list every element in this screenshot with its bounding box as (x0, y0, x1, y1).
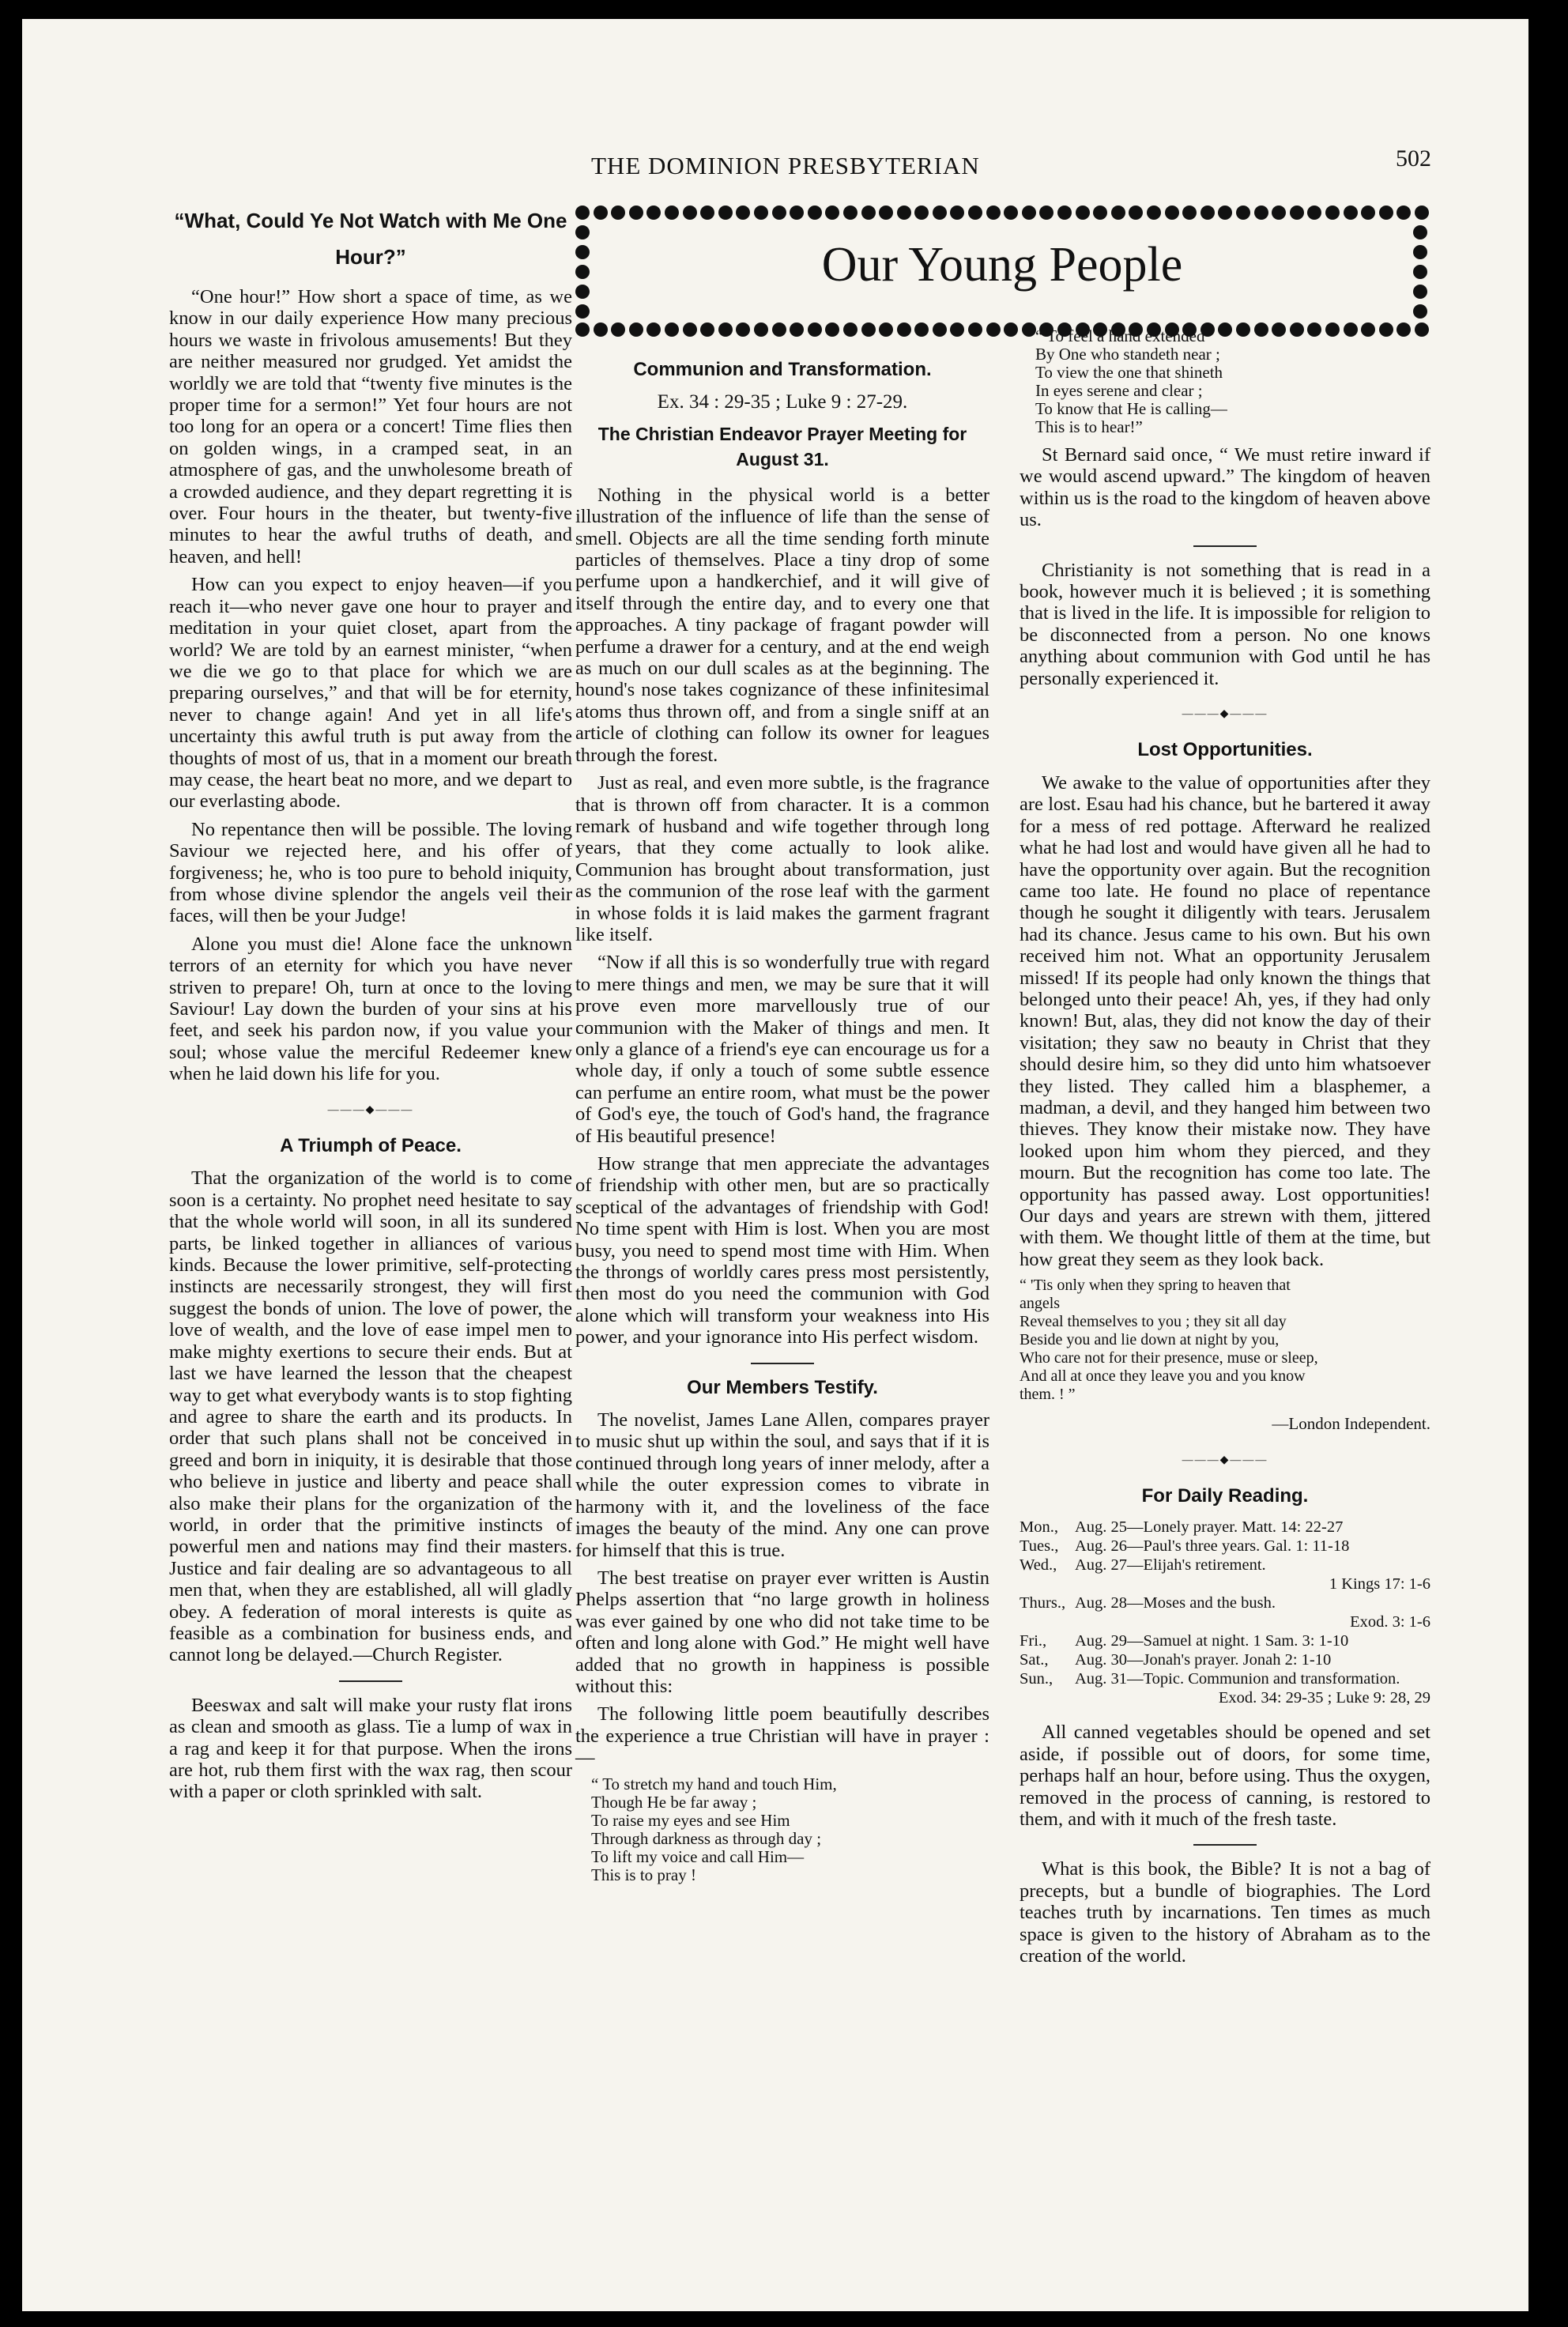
border-bead (736, 206, 750, 220)
reading-row (1020, 1669, 1430, 1688)
border-bead (718, 322, 733, 337)
article-paragraph: The following little poem beautifully describes the experience a true Christian will have in prayer :— (575, 1703, 989, 1769)
border-bead (1182, 206, 1197, 220)
reading-row (1020, 1593, 1430, 1612)
border-bead (665, 322, 679, 337)
border-bead (1325, 206, 1340, 220)
border-bead (968, 206, 982, 220)
article-paragraph: “One hour!” How short a space of time, as we know in our daily experience How many precious hours we waste in frivolous amusements! But they are neither measured nor grudged. Yet amidst the worldly we are told that “twenty five minutes is the proper time for a sermon!” Yet four hours are not too long for an opera or a concert! Time flies then on golden wings, in a cramped seat, in an atmosphere of gas, and the unwholesome breath of a crowded audience, and they depart regretting it is over. Four hours in the theater, but twenty-five minutes to hear the awful truths of death, and heaven, and hell! (169, 286, 572, 568)
border-bead (611, 322, 625, 337)
border-bead (1396, 206, 1411, 220)
border-bead (683, 206, 697, 220)
border-bead (1093, 206, 1107, 220)
border-bead (1254, 206, 1268, 220)
column-left (169, 202, 572, 1809)
article-paragraph: What is this book, the Bible? It is not a bag of precepts, but a bundle of biographies. The Lord teaches truth by incarnations. Ten times as much space is given to the history of Abraham as to the creation of the world. (1020, 1858, 1430, 1967)
article-paragraph: How strange that men appreciate the advantages of friendship with other men, but are so practically sceptical of the advantages of friendship with God! No time spent with Him is lost. When you are most busy, you need to spend most time with Him. When the throngs of worldly cares press most persistently, then most do you need the communion with God alone which will transform your weakness into His power, and your ignorance into His perfect wisdom. (575, 1153, 989, 1348)
article-title: A Triumph of Peace. (280, 1135, 462, 1157)
section-title: Our Young People (821, 238, 1183, 292)
reading-day: Fri., (1020, 1632, 1047, 1650)
border-bead (629, 206, 643, 220)
border-bead (1379, 206, 1393, 220)
border-bead (611, 206, 625, 220)
border-bead (968, 322, 982, 337)
border-bead (1218, 206, 1232, 220)
reading-text: Aug. 30—Jonah's prayer. Jonah 2: 1-10 (1075, 1651, 1332, 1669)
border-bead (646, 322, 661, 337)
border-bead (1076, 206, 1090, 220)
border-bead (594, 322, 608, 337)
border-bead (575, 206, 590, 220)
border-bead (861, 322, 876, 337)
border-bead (1004, 322, 1018, 337)
section-divider (751, 1363, 814, 1364)
article-title: For Daily Reading. (1141, 1485, 1309, 1507)
reading-day: Sun., (1020, 1670, 1054, 1688)
article-paragraph: Christianity is not something that is read in a book, however much it is believed ; it is something that is lived in the life. It is impossible for religion to be disconnected from a person. No one knows anything about communion with God until he has personally experienced it. (1020, 559, 1430, 689)
poem: “ To stretch my hand and touch Him, Though He be far away ; To raise my eyes and see Him Through darkness as through day ; To lift my voice and call Him— This is to pray ! (591, 1774, 837, 1884)
border-bead (772, 322, 786, 337)
border-bead (1039, 206, 1054, 220)
border-bead (825, 206, 839, 220)
reading-row (1020, 1537, 1430, 1556)
border-bead (1290, 206, 1304, 220)
section-divider (339, 1680, 402, 1682)
reading-day: Thurs., (1020, 1594, 1066, 1612)
border-bead (1165, 206, 1179, 220)
reading-text: Aug. 26—Paul's three years. Gal. 1: 11-18 (1075, 1537, 1350, 1556)
article-paragraph: No repentance then will be possible. The loving Saviour we rejected here, and his offer of forgiveness; he, who is too pure to behold iniquity, from whose divine splendor the angels veil their faces, will then be your Judge! (169, 818, 572, 927)
border-bead (1413, 304, 1427, 319)
border-bead (665, 206, 679, 220)
border-bead (772, 206, 786, 220)
border-bead (1236, 206, 1250, 220)
reading-row (1020, 1650, 1430, 1669)
border-bead (843, 206, 858, 220)
border-bead (986, 322, 1001, 337)
border-bead (718, 206, 733, 220)
border-bead (1344, 206, 1358, 220)
border-bead (879, 206, 893, 220)
reading-reference: Exod. 3: 1-6 (1350, 1613, 1430, 1631)
border-bead (646, 206, 661, 220)
article-credit: —London Independent. (1272, 1414, 1430, 1434)
border-bead (700, 322, 714, 337)
reading-text: Aug. 28—Moses and the bush. (1075, 1594, 1276, 1612)
border-bead (594, 206, 608, 220)
poem: “ 'Tis only when they spring to heaven that angels Reveal themselves to you ; they sit all day Beside you and lie down at night by you, Who care not for their presence, muse or sleep, And all at once they leave you and you know them. ! ” (1020, 1277, 1318, 1404)
article-title: Lost Opportunities. (1137, 739, 1313, 761)
banner-border-top (575, 206, 1429, 221)
reading-reference: 1 Kings 17: 1-6 (1329, 1575, 1430, 1593)
border-bead (700, 206, 714, 220)
reading-text: Aug. 27—Elijah's retirement. (1075, 1556, 1266, 1575)
border-bead (950, 206, 964, 220)
border-bead (933, 322, 947, 337)
border-bead (1307, 206, 1321, 220)
border-bead (1022, 206, 1036, 220)
section-divider: ———◆——— (327, 1103, 414, 1116)
border-bead (1200, 206, 1215, 220)
newspaper-page (22, 19, 1528, 2311)
section-divider (1193, 1844, 1257, 1846)
reading-row (1020, 1631, 1430, 1650)
reading-day: Wed., (1020, 1556, 1057, 1575)
border-bead (914, 322, 929, 337)
border-bead (986, 206, 1001, 220)
column-middle (575, 351, 989, 1892)
reading-text: Aug. 29—Samuel at night. 1 Sam. 3: 1-10 (1075, 1632, 1349, 1650)
border-bead (1147, 206, 1161, 220)
reading-day: Sat., (1020, 1651, 1049, 1669)
article-paragraph: Beeswax and salt will make your rusty flat irons as clean and smooth as glass. Tie a lump of wax in a rag and keep it for that purpose. When the irons are hot, rub them first with the wax rag, then scour with a paper or cloth sprinkled with salt. (169, 1694, 572, 1803)
section-banner (575, 206, 1429, 338)
article-paragraph: That the organization of the world is to come soon is a certainty. No prophet need hesitate to say that the whole world will soon, in all its sundered parts, be linked together in alliances of various kinds. Because the lower primitive, self-protecting instincts are necessarily strongest, they will first suggest the bonds of union. The love of power, the love of wealth, and the love of ease impel men to make mighty exertions to secure their ends. But at last we have learned the lesson that the cheapest way to get what everybody wants is to stop fighting and agree to share the earth and its products. In order that such plans shall not be conceived in greed and born in iniquity, it is desirable that those who believe in justice and liberty and peace shall also make their plans for the organization of the world, in order that the primitive instincts of powerful men and nations may find their masters. Justice and fair dealing are so advantageous to all men that, when they are established, all will gladly obey. A federation of moral interests is quite as feasible as a combination for business ends, and cannot long be delayed.—Church Register. (169, 1167, 572, 1666)
article-paragraph: The novelist, James Lane Allen, compares prayer to music shut up within the soul, and says that if it is continued through long years of inner melody, after a while the outer expression comes to vibrate in harmony with it, and the loveliness of the face images the beauty of the mind. Any one can prove for himself that this is true. (575, 1409, 989, 1561)
border-bead (808, 322, 822, 337)
article-paragraph: Alone you must die! Alone face the unknown terrors of an eternity for which you have never striven to prepare! Oh, turn at once to the loving Saviour! Lay down the burden of your sins at his feet, and seek his pardon now, if you value your soul; whose value the merciful Redeemer knew when he laid down his life for you. (169, 933, 572, 1085)
article-paragraph: All canned vegetables should be opened and set aside, if possible out of doors, for some time, perhaps half an hour, before using. Thus the oxygen, removed in the process of canning, is restored to them, and with it much of the fresh taste. (1020, 1722, 1430, 1831)
article-paragraph: The best treatise on prayer ever written is Austin Phelps assertion that “no large growth in holiness was ever gained by one who did not take time to be often and long alone with God.” He might well have added that no growth in happiness is possible without this: (575, 1567, 989, 1697)
border-bead (1415, 206, 1429, 220)
article-paragraph: Just as real, and even more subtle, is the fragrance that is thrown off from character. It is a common remark of husband and wife together through long years, that they come actually to look alike. Communion has brought about transformation, just as the communion of the rose leaf with the garment in whose folds it is laid makes the garment fragrant like itself. (575, 772, 989, 945)
section-divider (1193, 545, 1257, 547)
border-bead (1111, 206, 1125, 220)
border-bead (879, 322, 893, 337)
reading-row (1020, 1556, 1430, 1575)
border-bead (843, 322, 858, 337)
article-paragraph: Nothing in the physical world is a better illustration of the influence of life than the sense of smell. Objects are all the time sending forth minute particles of themselves. Place a tiny drop of some perfume upon a handkerchief, and it will give of itself through the entire day, and to every one that approaches. A tiny package of fragant powder will perfume a drawer for a century, and at the end weigh as much on our dull scales as at the beginning. The hound's nose takes cognizance of these infinitesimal atoms thus thrown off, and from a single sniff at an article of clothing can follow its owner for leagues through the forest. (575, 484, 989, 766)
publication-title: THE DOMINION PRESBYTERIAN (591, 152, 980, 179)
border-bead (950, 322, 964, 337)
section-divider: ———◆——— (1182, 1454, 1268, 1466)
border-bead (575, 304, 590, 319)
article-paragraph: St Bernard said once, “ We must retire inward if we would ascend upward.” The kingdom of heaven within us is the road to the kingdom of heaven above us. (1020, 444, 1430, 531)
border-bead (629, 322, 643, 337)
reading-text: Aug. 25—Lonely prayer. Matt. 14: 22-27 (1075, 1518, 1344, 1537)
poem: “ To feel a hand extended By One who standeth near ; To view the one that shineth In eyes serene and clear ; To know that He is calling— This is to hear!” (1035, 326, 1227, 436)
border-bead (1361, 206, 1375, 220)
border-bead (736, 322, 750, 337)
border-bead (1057, 206, 1072, 220)
border-bead (1272, 206, 1286, 220)
article-subtitle: The Christian Endeavor Prayer Meeting for August 31. (597, 423, 967, 470)
border-bead (861, 206, 876, 220)
article-title: Communion and Transformation. (633, 359, 932, 380)
border-bead (897, 206, 911, 220)
border-bead (754, 206, 768, 220)
border-bead (933, 206, 947, 220)
article-title: “What, Could Ye Not Watch with Me One Hour?” (174, 209, 567, 269)
reading-text: Aug. 31—Topic. Communion and transformation. (1075, 1670, 1400, 1688)
reading-row (1020, 1518, 1430, 1537)
reading-day: Tues., (1020, 1537, 1059, 1556)
border-bead (683, 322, 697, 337)
article-paragraph: We awake to the value of opportunities after they are lost. Esau had his chance, but he bartered it away for a mess of red pottage. Afterward he realized what he had lost and would have given all he had to have the opportunity over again. But the recognition came too late. He found no place of repentance though he sought it diligently with tears. Jerusalem had its chance. Jesus came to his own. But his own received him not. What an opportunity Jerusalem missed! If its people had only known the things that belonged unto their peace! Ah, yes, if they had only known! But, alas, they did not know the day of their visitation; they saw no beauty in Christ that they should desire him, so they did unto him whatsoever they listed. They called him a blasphemer, a madman, a devil, and they hanged him between two thieves. They know their mistake now. They have looked upon him whom they pierced, and they mourn. But the recognition has come too late. The opportunity has passed away. Lost opportunities! Our days and years are strewn with them, jittered with them. We thought little of them at the time, but how great they seem as they look back. (1020, 771, 1430, 1270)
daily-reading-list (1020, 1518, 1430, 1707)
reading-reference: Exod. 34: 29-35 ; Luke 9: 28, 29 (1218, 1689, 1430, 1707)
border-bead (575, 322, 590, 337)
scripture-reference: Ex. 34 : 29-35 ; Luke 9 : 27-29. (657, 391, 908, 413)
page-number: 502 (1396, 145, 1431, 172)
border-bead (754, 322, 768, 337)
section-divider: ———◆——— (1182, 708, 1268, 721)
border-bead (1004, 206, 1018, 220)
border-bead (790, 206, 804, 220)
reading-day: Mon., (1020, 1518, 1058, 1537)
border-bead (790, 322, 804, 337)
border-bead (808, 206, 822, 220)
border-bead (897, 322, 911, 337)
border-bead (914, 206, 929, 220)
article-paragraph: “Now if all this is so wonderfully true with regard to mere things and men, we may be sure that it will prove even more marvellously true of our communion with the Maker of things and men. It only a glance of a friend's eye can encourage us for a whole day, if only a touch of some subtle essence can perfume an entire room, what must be the power of God's eye, the touch of God's hand, the fragrance of His beautiful presence! (575, 952, 989, 1147)
article-paragraph: How can you expect to enjoy heaven—if you reach it—who never gave one hour to prayer and meditation in your quiet closet, apart from the world? We are told by an earnest minister, “when we die we go to that place for which we are preparing ourselves,” and that will be for eternity, never to change again! And yet in all life's uncertainty this awful truth is put away from the thoughts of most of us, that in a moment our breath may cease, the heart beat no more, and we depart to our everlasting abode. (169, 574, 572, 813)
border-bead (1129, 206, 1143, 220)
column-right (1020, 327, 1430, 1974)
article-title: Our Members Testify. (687, 1376, 878, 1398)
border-bead (825, 322, 839, 337)
